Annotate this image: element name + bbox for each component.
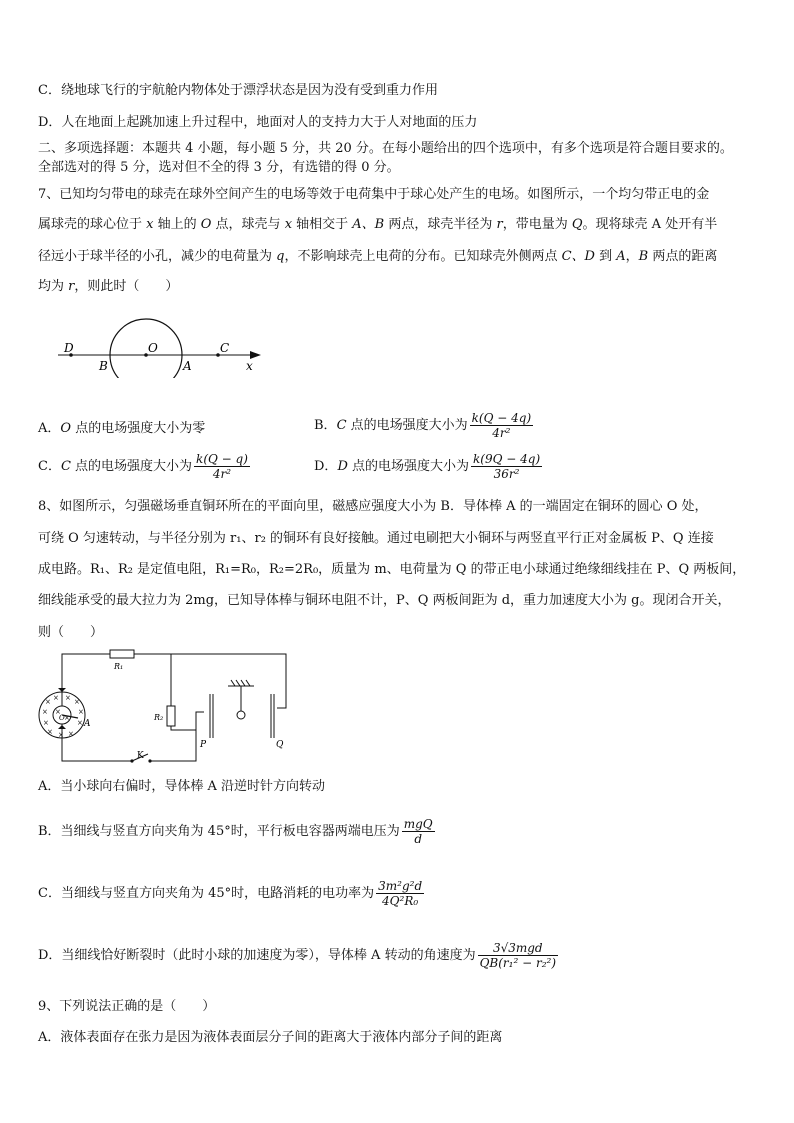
label-r2: R₂ — [154, 713, 164, 722]
svg-text:×: × — [43, 719, 49, 727]
label-p: P — [200, 740, 207, 750]
svg-text:×: × — [65, 694, 71, 702]
section2-heading-line1: 二、多项选择题：本题共 4 小题，每小题 5 分，共 20 分。在每小题给出的四个选项中，有多个选项是符合题目要求的。 — [38, 141, 733, 156]
q8-stem-line4: 细线能承受的最大拉力为 2mg，已知导体棒与铜环电阻不计，P、Q 两板间距为 d，重力加速度大小为 g。现闭合开关， — [38, 593, 731, 608]
q7-option-c-fraction: $\frac{k(Q - q)}{\text{4r²}}$ — [196, 452, 248, 481]
svg-text:×: × — [47, 728, 53, 736]
spherical-shell — [110, 319, 182, 378]
svg-text:×: × — [53, 694, 59, 702]
q8-stem-line1: 8、如图所示，匀强磁场垂直铜环所在的平面向里，磁感应强度大小为 B．导体棒 A 的一端固定在铜环的圆心 O 处， — [38, 499, 708, 514]
q8-stem-line5: 则（ ） — [38, 625, 104, 640]
q7-figure — [56, 318, 271, 378]
label-a: A — [84, 719, 91, 729]
svg-text:×: × — [42, 708, 48, 716]
label-o: O — [59, 714, 65, 722]
label-a: A — [183, 359, 192, 373]
svg-text:×: × — [77, 719, 83, 727]
q7-stem-line3: 径远小于球半径的小孔，减少的电荷量为 q，不影响球壳上电荷的分布。已知球壳外侧两点 C、D 到 A，B 两点的距离 — [38, 249, 718, 264]
wire-r2-to-p — [171, 712, 204, 730]
q8-option-d-fraction: $\frac{\text{3√3mgd}}{\text{QB(r₁² − r₂²)}}$ — [479, 941, 556, 970]
q9-option-a: A．液体表面存在张力是因为液体表面层分子间的距离大于液体内部分子间的距离 — [38, 1030, 503, 1045]
svg-text:×: × — [55, 708, 61, 716]
svg-text:×: × — [58, 731, 64, 739]
q8-option-a: A．当小球向右偏时，导体棒 A 沿逆时针方向转动 — [38, 779, 326, 794]
resistor-r1 — [110, 650, 134, 658]
q8-option-d: D．当细线恰好断裂时（此时小球的加速度为零），导体棒 A 转动的角速度为 $\frac{\text{3√3mgd}}{\text{QB(r₁² − r₂²)}}$ — [38, 941, 556, 970]
svg-text:×: × — [45, 698, 51, 706]
q9-stem: 9、下列说法正确的是（ ） — [38, 999, 216, 1014]
q7-option-a: A．O 点的电场强度大小为零 — [38, 421, 206, 436]
svg-text:×: × — [68, 730, 74, 738]
label-r1: R₁ — [114, 662, 124, 671]
label-x: x — [246, 359, 253, 373]
label-b: B — [99, 359, 108, 373]
label-d: D — [64, 341, 74, 355]
q7-option-c: C．C 点的电场强度大小为 $\frac{k(Q - q)}{\text{4r²}}$ — [38, 452, 248, 481]
q6-option-c: C．绕地球飞行的宇航舱内物体处于漂浮状态是因为没有受到重力作用 — [38, 83, 438, 98]
q8-option-c-fraction: $\frac{\text{3m²g²d}}{\text{4Q²R₀}}$ — [378, 879, 423, 908]
svg-text:×: × — [78, 708, 84, 716]
q8-stem-line2: 可绕 O 匀速转动，与半径分别为 r₁、r₂ 的铜环有良好接触。通过电刷把大小铜环与两竖直平行正对金属板 P、Q 连接 — [38, 531, 714, 546]
q8-circuit-figure — [36, 648, 296, 768]
q8-option-c: C．当细线与竖直方向夹角为 45°时，电路消耗的电功率为 $\frac{\text{3m²g²d}}{\text{4Q²R₀}}$ — [38, 879, 423, 908]
q7-option-d: D．D 点的电场强度大小为 $\frac{k(9Q - 4q)}{\text{36r²}}$ — [314, 452, 541, 481]
section2-heading-line2: 全部选对的得 5 分，选对但不全的得 3 分，有选错的得 0 分。 — [38, 160, 400, 175]
label-o: O — [148, 341, 158, 355]
q8-option-b: B．当细线与竖直方向夹角为 45°时，平行板电容器两端电压为 $\frac{\text{mgQ}}{d}$ — [38, 817, 433, 846]
q7-stem-line1: 7、已知均匀带电的球壳在球外空间产生的电场等效于电荷集中于球心处产生的电场。如图所示，一个均匀带正电的金 — [38, 187, 710, 202]
wire-bottom-right — [150, 730, 196, 761]
q8-stem-line3: 成电路。R₁、R₂ 是定值电阻，R₁=R₀，R₂=2R₀，质量为 m、电荷量为 Q 的带正电小球通过绝缘细线挂在 P、Q 两板间， — [38, 562, 746, 577]
q6-option-d: D．人在地面上起跳加速上升过程中，地面对人的支持力大于人对地面的压力 — [38, 115, 478, 130]
charged-ball — [237, 711, 245, 719]
label-k: K — [137, 751, 144, 761]
q7-option-b-fraction: $\frac{k(Q - 4q)}{\text{4r²}}$ — [471, 411, 532, 440]
q7-option-d-fraction: $\frac{k(9Q - 4q)}{\text{36r²}}$ — [473, 452, 541, 481]
svg-text:×: × — [74, 698, 80, 706]
svg-text:×: × — [64, 714, 70, 722]
q7-option-b: B．C 点的电场强度大小为 $\frac{k(Q - 4q)}{\text{4r²}}$ — [314, 411, 532, 440]
q8-option-b-fraction: $\frac{\text{mgQ}}{d}$ — [403, 817, 433, 846]
label-c: C — [220, 341, 230, 355]
resistor-r2 — [167, 706, 175, 726]
x-axis-arrow-icon — [250, 351, 261, 359]
q7-stem-line4: 均为 r，则此时（ ） — [38, 279, 179, 294]
label-q: Q — [276, 740, 284, 750]
q7-stem-line2: 属球壳的球心位于 x 轴上的 O 点，球壳与 x 轴相交于 A、B 两点，球壳半径为 r，带电量为 Q。现将球壳 A 处开有半 — [38, 217, 718, 232]
